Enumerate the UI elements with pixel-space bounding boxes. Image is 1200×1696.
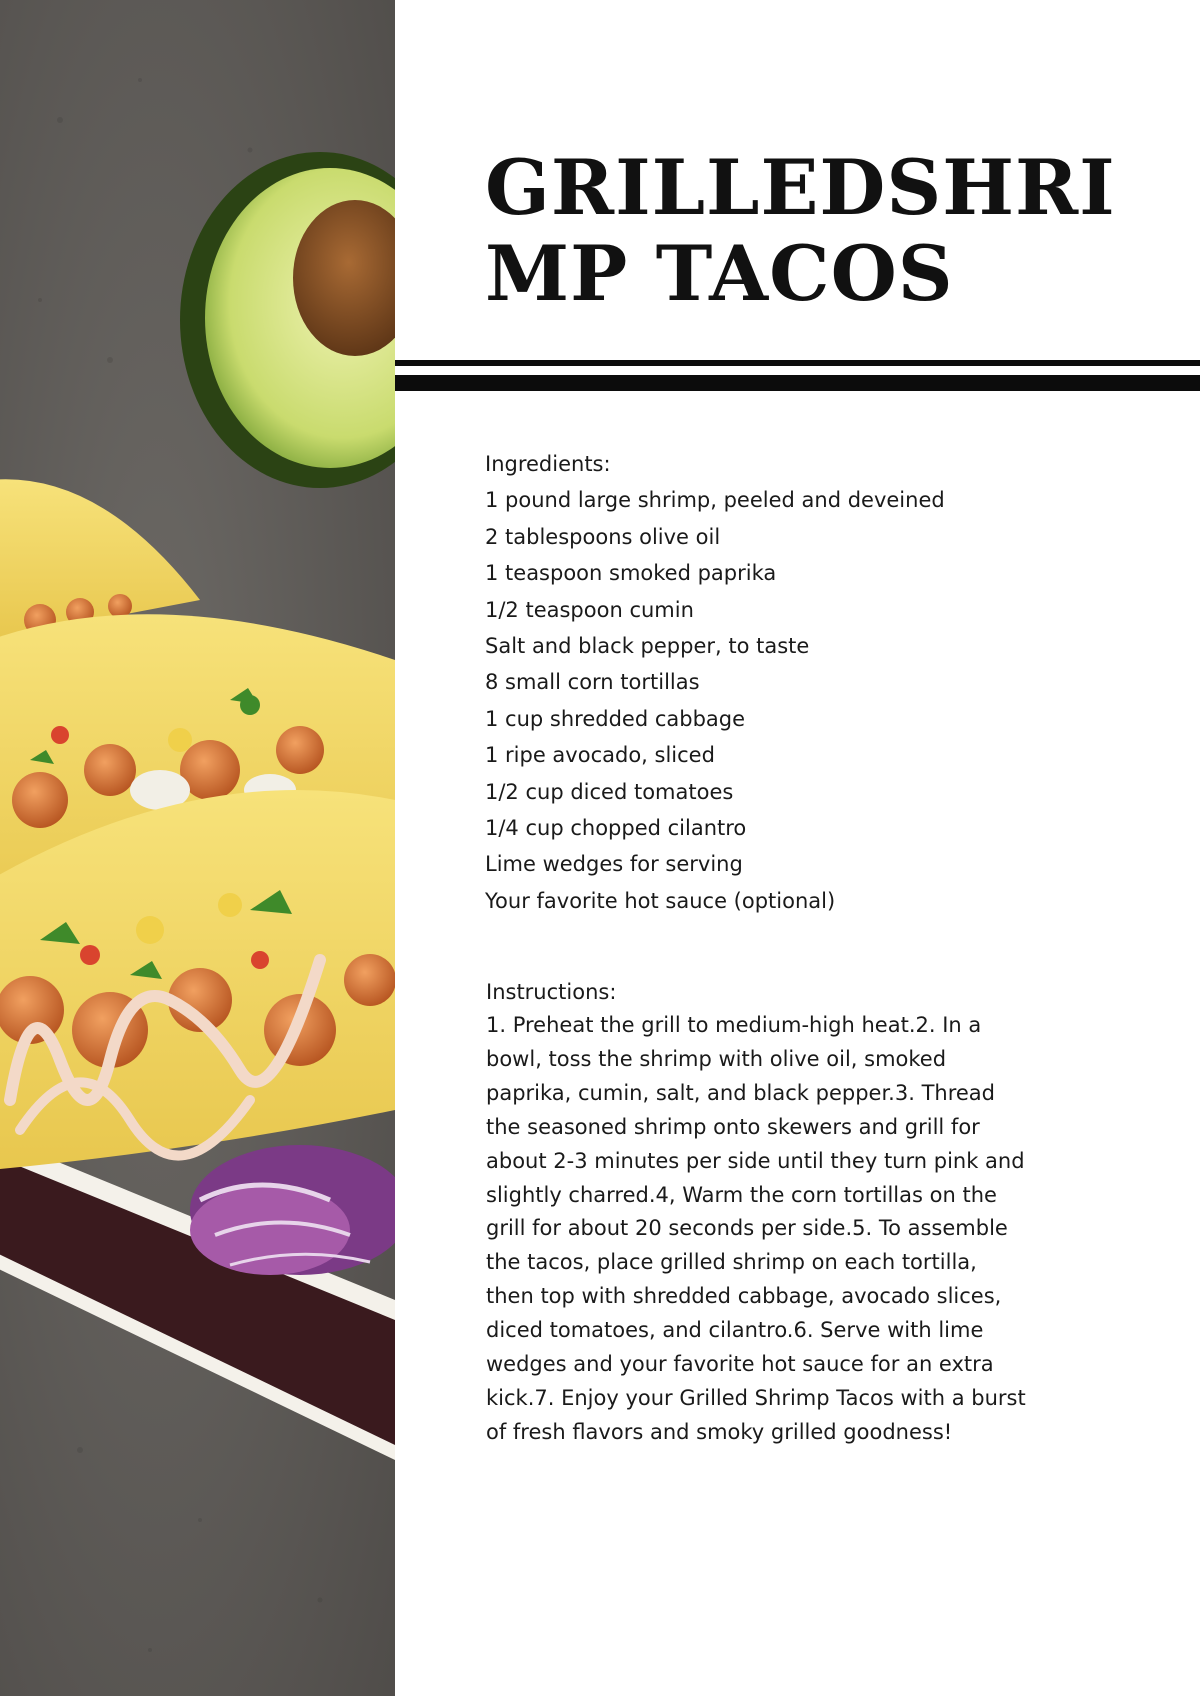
instructions-text: 1. Preheat the grill to medium-high heat.2. In a bowl, toss the shrimp with olive oil, smoked paprika, cumin, salt, and black pepper.3. Thread the seasoned shrimp onto skewers and grill for about 2-3 minutes per side until they turn pink and slightly charred.4, Warm the corn tortillas on the grill for about 20 seconds per side.5. To assemble the tacos, place grilled shrimp on each tortilla, then top with shredded cabbage, avocado slices, diced tomatoes, and cilantro.6. Serve with lime wedges and your favorite hot sauce for an extra kick.7. Enjoy your Grilled Shrimp Tacos with a burst of fresh flavors and smoky grilled goodness!: [486, 1013, 1026, 1444]
ingredient-item: 1 ripe avocado, sliced: [485, 743, 715, 768]
ingredient-item: 2 tablespoons olive oil: [485, 524, 721, 549]
instructions-heading: Instructions:: [486, 980, 617, 1004]
instructions-section: [486, 975, 1026, 1450]
recipe-card: [395, 0, 1200, 1696]
ingredients-heading: Ingredients:: [485, 452, 611, 476]
ingredient-item: 8 small corn tortillas: [485, 670, 700, 695]
food-photo: [0, 0, 395, 1696]
title-divider-thin: [395, 360, 1200, 366]
ingredients-section: [485, 446, 1135, 919]
ingredient-item: 1/2 teaspoon cumin: [485, 597, 694, 622]
title-divider-thick: [395, 375, 1200, 391]
ingredient-item: 1/4 cup chopped cilantro: [485, 816, 747, 841]
ingredient-item: 1 cup shredded cabbage: [485, 706, 746, 731]
ingredient-item: Salt and black pepper, to taste: [485, 634, 810, 659]
ingredient-item: 1 teaspoon smoked paprika: [485, 561, 777, 586]
ingredient-item: 1 pound large shrimp, peeled and deveined: [485, 488, 945, 513]
ingredient-item: 1/2 cup diced tomatoes: [485, 779, 734, 804]
shrimp-tacos-illustration: [0, 0, 395, 1696]
ingredient-item: Lime wedges for serving: [485, 852, 743, 877]
taco-front: [0, 790, 395, 1170]
recipe-title: GRILLEDSHRIMP TACOS: [485, 143, 1116, 318]
ingredient-item: Your favorite hot sauce (optional): [485, 888, 836, 913]
